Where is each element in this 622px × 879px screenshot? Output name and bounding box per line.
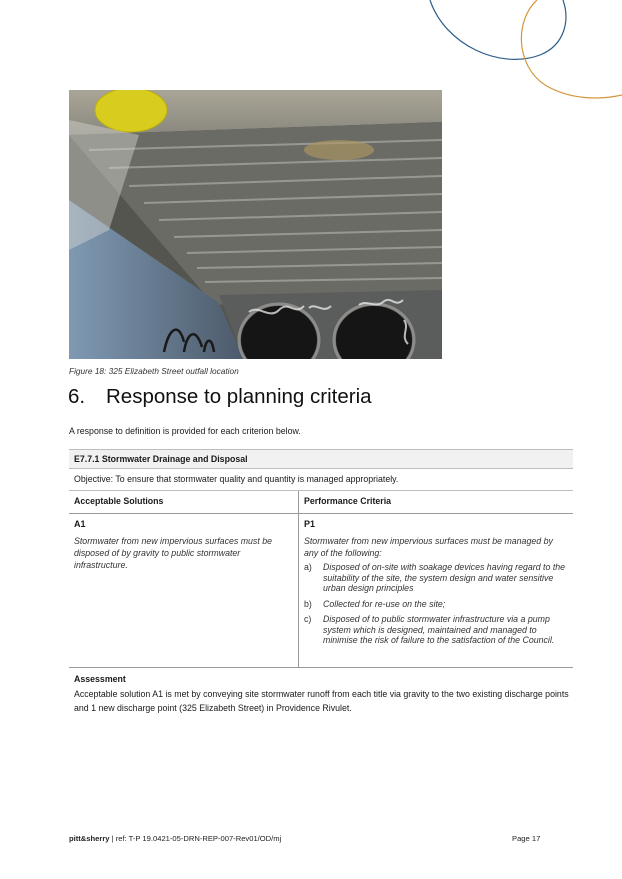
- list-item-text: Disposed of on-site with soakage devices having regard to the suitability of the site, the system design and water sensitive urban design principles: [323, 562, 566, 593]
- p1-text: Stormwater from new impervious surfaces must be managed by any of the following:: [304, 536, 553, 558]
- assessment-block: [69, 674, 573, 715]
- table-body-row: [69, 514, 573, 668]
- header-acceptable-solutions: Acceptable Solutions: [69, 491, 299, 513]
- page-number: Page 17: [512, 834, 541, 843]
- footer-ref: | ref: T-P 19.0421-05-DRN-REP-007-Rev01/OD/mj: [109, 834, 282, 843]
- header-performance-criteria: Performance Criteria: [304, 496, 392, 506]
- section-heading: [68, 385, 372, 409]
- list-item: [304, 614, 568, 646]
- footer-brand: pitt&sherry: [69, 834, 110, 843]
- footer-reference: [69, 834, 281, 843]
- assessment-text: Acceptable solution A1 is met by conveying site stormwater runoff from each title via gravity to the two existing discharge points and 1 new discharge point (325 Elizabeth Street) in Providence Rivulet.: [74, 689, 569, 713]
- table-header-row: [69, 491, 573, 514]
- table-title: E7.7.1 Stormwater Drainage and Disposal: [69, 449, 573, 469]
- acceptable-solution-cell: [69, 514, 299, 667]
- section-title: Response to planning criteria: [106, 385, 372, 408]
- criteria-table: [69, 449, 573, 668]
- section-number: 6.: [68, 385, 86, 408]
- table-objective: Objective: To ensure that stormwater quality and quantity is managed appropriately.: [69, 469, 573, 491]
- a1-text: Stormwater from new impervious surfaces must be disposed of by gravity to public stormwater infrastructure.: [74, 536, 272, 570]
- figure-caption: Figure 18: 325 Elizabeth Street outfall location: [69, 366, 239, 376]
- outfall-photo: [69, 90, 442, 359]
- assessment-heading: Assessment: [74, 674, 126, 684]
- performance-criteria-cell: [299, 514, 573, 667]
- list-item-label: b): [304, 598, 312, 609]
- list-item-label: a): [304, 562, 312, 572]
- list-item-label: c): [304, 614, 312, 624]
- list-item-text: Collected for re-use on the site;: [323, 598, 446, 609]
- list-item-text: Disposed of to public stormwater infrastructure via a pump system which is designed, maintained and managed to minimise the risk of failure to the satisfaction of the Council.: [323, 614, 555, 645]
- p1-code: P1: [304, 519, 316, 529]
- a1-code: A1: [74, 519, 86, 529]
- p1-list: [304, 562, 568, 646]
- intro-paragraph: A response to definition is provided for each criterion below.: [69, 426, 301, 436]
- list-item: [304, 562, 568, 594]
- list-item: [304, 599, 568, 610]
